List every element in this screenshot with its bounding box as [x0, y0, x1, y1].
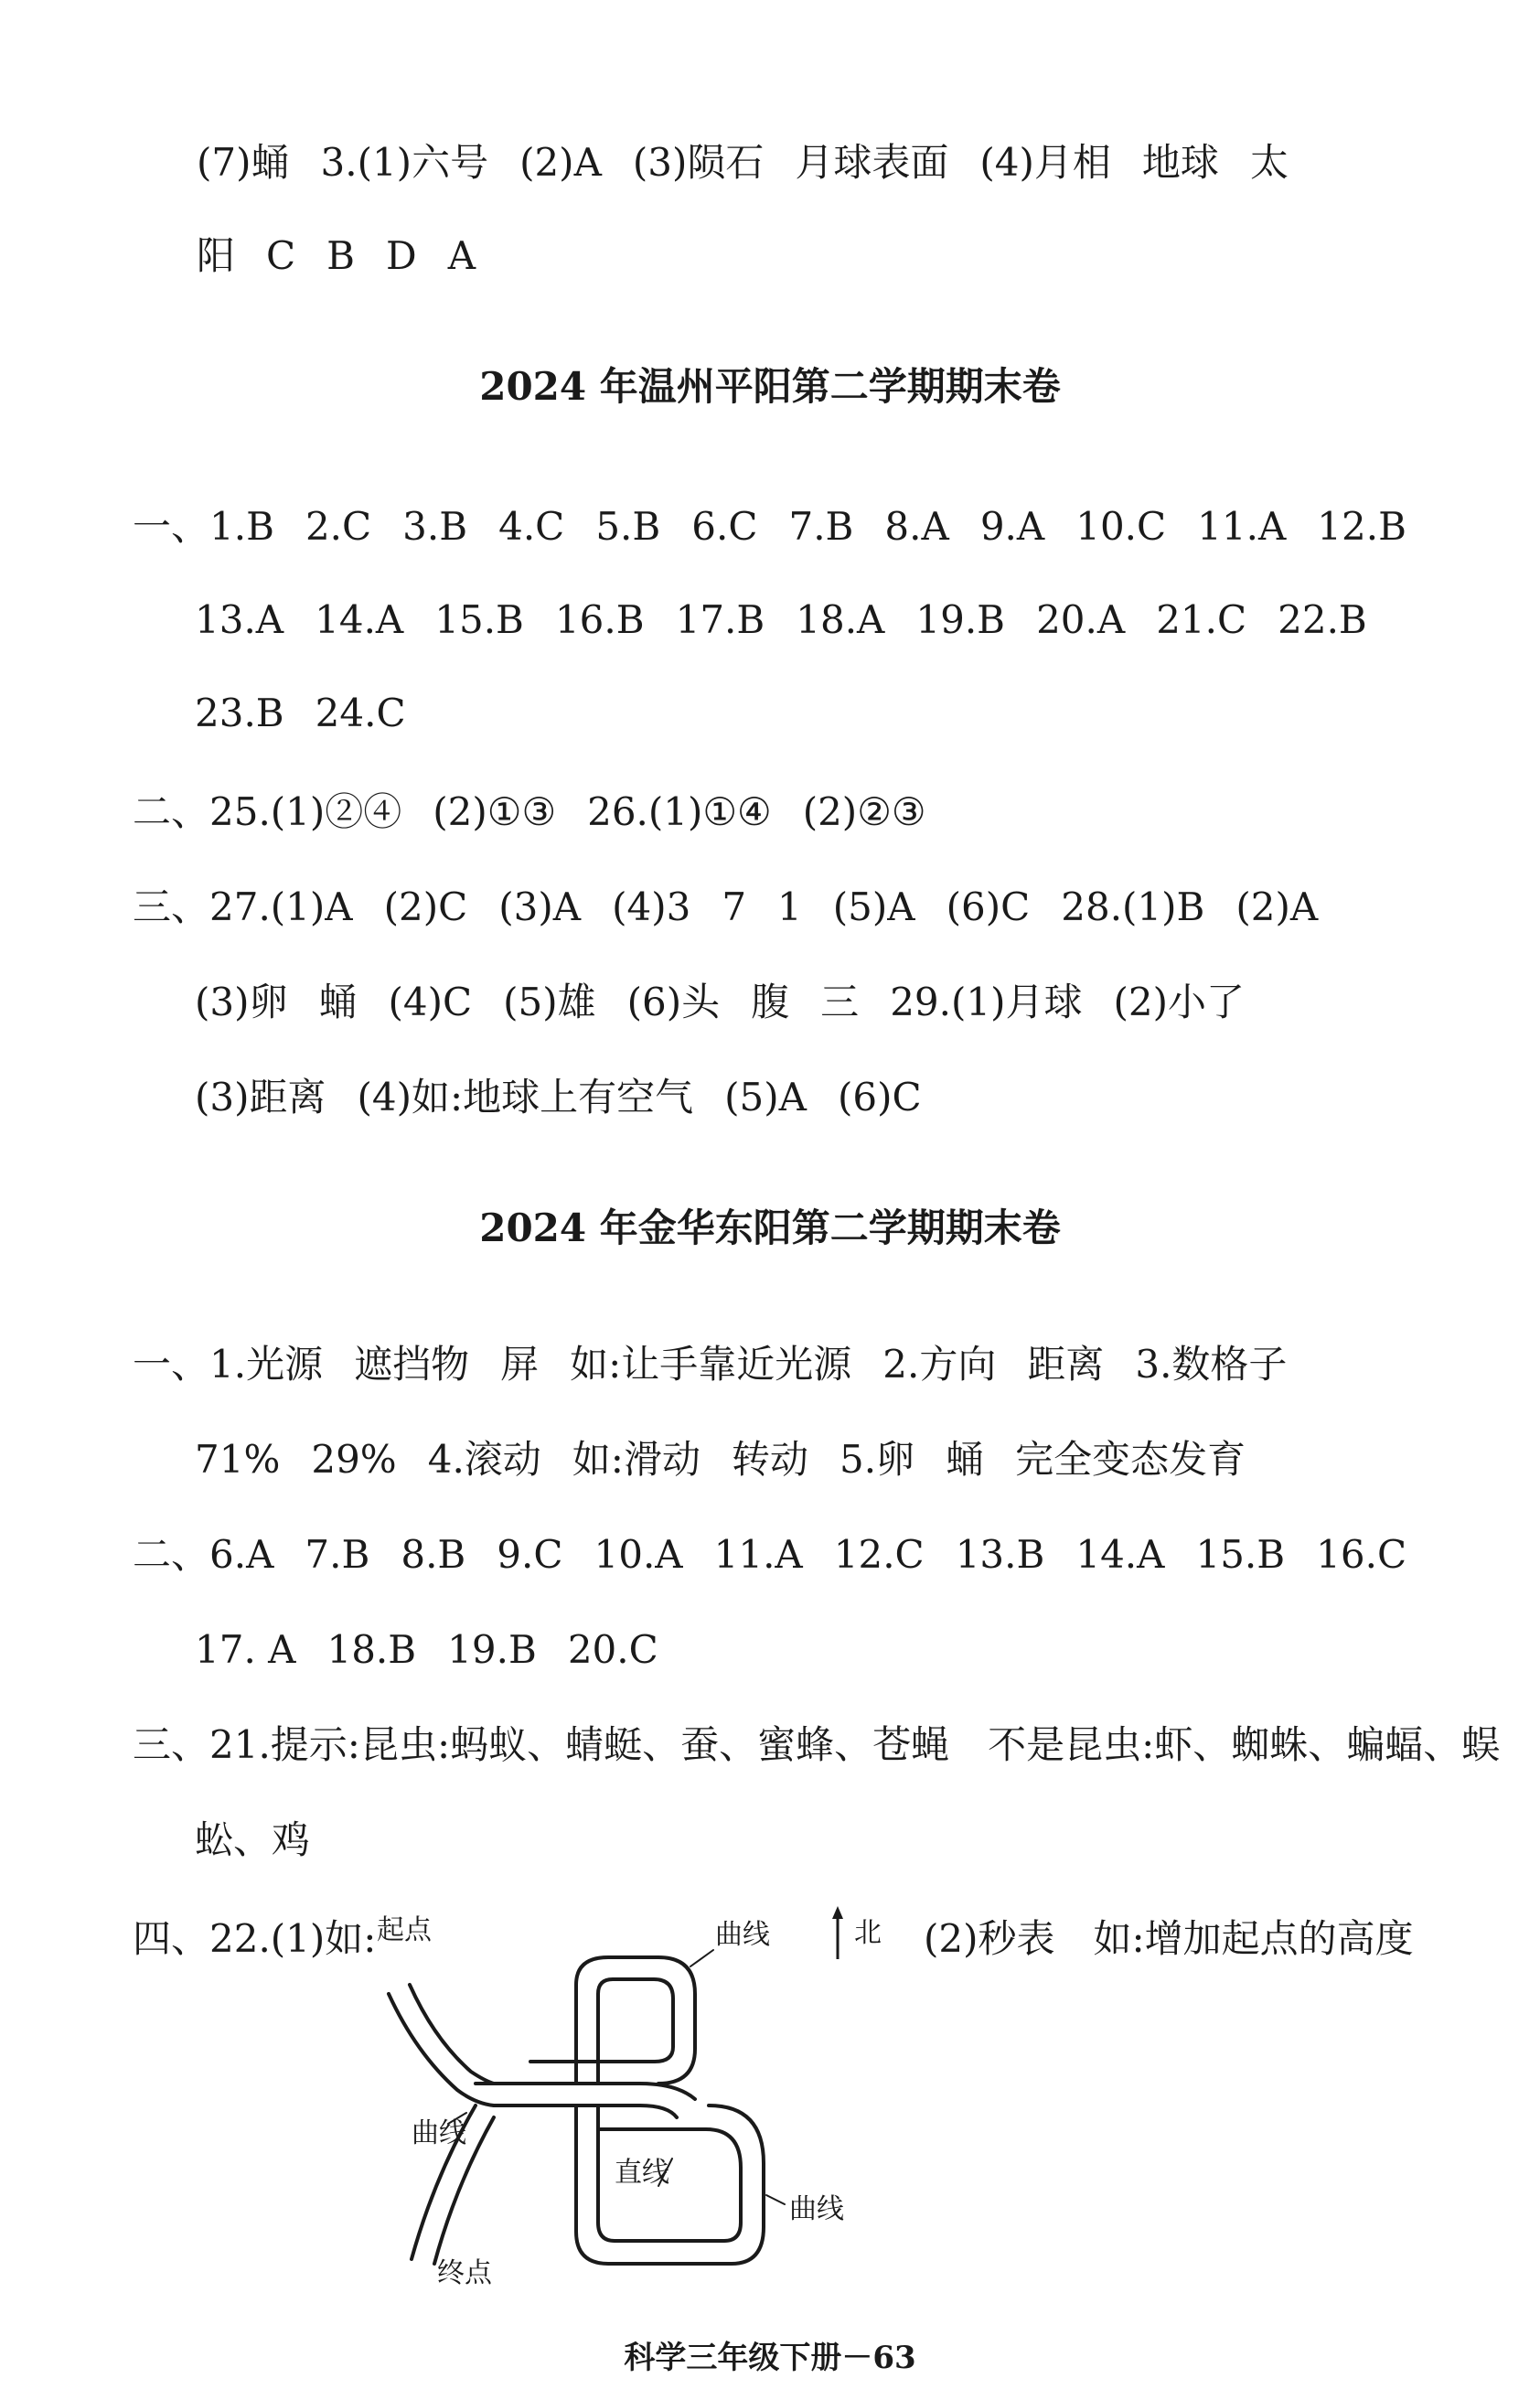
answer-token: 20.A: [1036, 597, 1126, 642]
answer-token: (5)A: [724, 1075, 807, 1120]
answer-token: 29%: [311, 1437, 397, 1482]
answer-token: 距离: [1027, 1342, 1105, 1387]
answer-token: (3)陨石: [632, 140, 765, 185]
answer-token: 地球: [1141, 140, 1219, 185]
answer-token: 29.(1)月球: [890, 980, 1083, 1024]
answer-token: 4.滚动: [427, 1437, 541, 1482]
exam1-part1-line2: [195, 593, 1367, 648]
label-end: 终点: [437, 2257, 492, 2287]
answer-token: 14.A: [315, 597, 404, 642]
answer-token: 月球表面: [795, 140, 949, 185]
label-straight: 直线: [615, 2157, 669, 2189]
answer-token: 19.B: [447, 1627, 537, 1672]
answer-token: (2)A: [519, 140, 602, 185]
exam2-part4-label: 四、22.(1)如:: [133, 1916, 377, 1961]
exam2-part1-line2: [195, 1432, 1246, 1487]
answer-token: 10.C: [1075, 504, 1167, 549]
answer-token: 三: [820, 980, 860, 1024]
answer-token: 4.C: [498, 504, 565, 549]
track-top-loop-outer: [576, 1957, 695, 2084]
answer-token: 15.B: [1195, 1532, 1286, 1577]
answer-token: 17.B: [675, 597, 765, 642]
answer-token: (7)蛹: [197, 140, 290, 185]
exam1-part1-line1: [133, 499, 1406, 554]
answer-token: 20.C: [567, 1627, 658, 1672]
answer-token: 11.A: [1197, 504, 1287, 549]
track-diagram: [348, 1902, 896, 2287]
answer-token: 9.C: [497, 1532, 563, 1577]
answer-token: 完全变态发育: [1015, 1437, 1246, 1482]
answer-token: 3.B: [402, 504, 468, 549]
answer-token: 蛹: [318, 980, 358, 1024]
exam2-part3-line2: 蚣、鸡: [195, 1817, 311, 1862]
answer-token: 12.B: [1317, 504, 1406, 549]
answer-token: C: [266, 233, 296, 278]
answer-token: 8.A: [884, 504, 949, 549]
answer-token: 腹: [751, 980, 790, 1024]
answer-token: 二、25.(1)②④: [133, 789, 402, 834]
answer-token: 一、1.光源: [133, 1342, 324, 1387]
exam1-part1-line3: [195, 686, 406, 741]
answer-token: (2)小了: [1113, 980, 1245, 1024]
answer-line-top-2: [197, 229, 476, 284]
answer-token: (5)A: [832, 884, 915, 929]
answer-token: 16.C: [1316, 1532, 1407, 1577]
north-label: 北: [854, 1917, 882, 1949]
exam1-part3-line2: [195, 975, 1245, 1030]
answer-token: (4)如:地球上有空气: [357, 1075, 694, 1120]
answer-token: (6)头: [626, 980, 721, 1024]
answer-token: 15.B: [434, 597, 524, 642]
answer-token: (2)②③: [802, 789, 926, 834]
exam1-part3-line3: [195, 1070, 922, 1125]
answer-token: 二、6.A: [133, 1532, 274, 1577]
track-cross-top: [476, 2084, 695, 2099]
label-curve-top: 曲线: [715, 1919, 770, 1951]
answer-token: 26.(1)①④: [587, 789, 772, 834]
label-curve-right: 曲线: [789, 2193, 844, 2225]
answer-token: 如:让手靠近光源: [570, 1342, 852, 1387]
answer-token: 如:滑动: [572, 1437, 700, 1482]
answer-token: 5.B: [595, 504, 661, 549]
answer-token: 8.B: [401, 1532, 466, 1577]
answer-token: 71%: [195, 1437, 281, 1482]
answer-token: 19.B: [915, 597, 1006, 642]
answer-token: 7.B: [305, 1532, 370, 1577]
answer-token: 22.B: [1278, 597, 1367, 642]
section-title-exam2: 2024 年金华东阳第二学期期末卷: [479, 1205, 1061, 1250]
answer-token: 7: [722, 884, 747, 929]
answer-token: (6)C: [946, 884, 1031, 929]
track-top-loop-inner: [530, 1979, 673, 2084]
exam2-part4-answer: (2)秒表 如:增加起点的高度: [924, 1916, 1414, 1961]
answer-token: 蛹: [946, 1437, 985, 1482]
answer-token: 3.数格子: [1135, 1342, 1288, 1387]
answer-token: (3)卵: [195, 980, 288, 1024]
answer-token: (2)①③: [433, 789, 557, 834]
answer-token: 17. A: [195, 1627, 296, 1672]
answer-token: D: [386, 233, 417, 278]
answer-token: 18.B: [326, 1627, 417, 1672]
track-start-inner: [389, 1994, 494, 2105]
answer-token: 遮挡物: [354, 1342, 470, 1387]
answer-token: (4)3: [612, 884, 691, 929]
answer-token: 12.C: [833, 1532, 925, 1577]
answer-token: 2.方向: [882, 1342, 997, 1387]
answer-token: 转动: [731, 1437, 808, 1482]
exam2-part3-line1: 三、21.提示:昆虫:蚂蚁、蜻蜓、蚕、蜜蜂、苍蝇 不是昆虫:虾、蜘蛛、蝙蝠、蜈: [133, 1722, 1501, 1767]
answer-token: 21.C: [1156, 597, 1247, 642]
answer-token: 屏: [500, 1342, 540, 1387]
north-arrow-icon: [829, 1906, 847, 1961]
answer-token: 阳: [197, 233, 236, 278]
label-start: 起点: [377, 1914, 432, 1946]
answer-token: 1: [777, 884, 802, 929]
answer-token: 三、27.(1)A: [133, 884, 353, 929]
answer-token: 14.A: [1075, 1532, 1165, 1577]
answer-token: (6)C: [837, 1075, 922, 1120]
answer-token: 6.C: [691, 504, 758, 549]
answer-token: 28.(1)B: [1061, 884, 1205, 929]
answer-token: B: [326, 233, 356, 278]
answer-token: 2.C: [305, 504, 372, 549]
answer-token: (2)A: [1235, 884, 1319, 929]
exam2-part1-line1: [133, 1337, 1287, 1392]
answer-token: 3.(1)六号: [320, 140, 489, 185]
answer-token: 9.A: [979, 504, 1045, 549]
answer-token: A: [447, 233, 476, 278]
exam2-part2-line1: [133, 1527, 1406, 1582]
exam1-part3-line1: [133, 880, 1318, 935]
answer-token: 7.B: [788, 504, 854, 549]
answer-token: 太: [1249, 140, 1289, 185]
track-start-outer: [410, 1985, 494, 2084]
answer-token: 13.B: [955, 1532, 1045, 1577]
page-footer: 科学三年级下册－63: [624, 2340, 916, 2376]
answer-token: (3)距离: [195, 1075, 326, 1120]
answer-token: (4)月相: [979, 140, 1111, 185]
answer-token: 11.A: [713, 1532, 803, 1577]
answer-token: 一、1.B: [133, 504, 274, 549]
answer-token: 24.C: [315, 691, 406, 735]
exam2-part2-line2: [195, 1623, 658, 1677]
exam1-part2-line1: [133, 785, 926, 840]
answer-token: (3)A: [498, 884, 582, 929]
label-curve-left: 曲线: [412, 2117, 466, 2149]
answer-token: (4)C: [388, 980, 473, 1024]
answer-token: 10.A: [594, 1532, 683, 1577]
leader-curve-top: [690, 1950, 713, 1966]
answer-token: 18.A: [796, 597, 885, 642]
answer-token: 23.B: [195, 691, 284, 735]
section-title-exam1: 2024 年温州平阳第二学期期末卷: [479, 364, 1061, 409]
answer-token: (5)雄: [503, 980, 596, 1024]
track-cross-bottom: [494, 2105, 677, 2117]
answer-token: (2)C: [383, 884, 468, 929]
answer-token: 5.卵: [839, 1437, 915, 1482]
answer-token: 13.A: [195, 597, 284, 642]
leader-curve-right: [766, 2195, 785, 2204]
answer-token: 16.B: [554, 597, 645, 642]
answer-line-top-1: [197, 135, 1289, 190]
